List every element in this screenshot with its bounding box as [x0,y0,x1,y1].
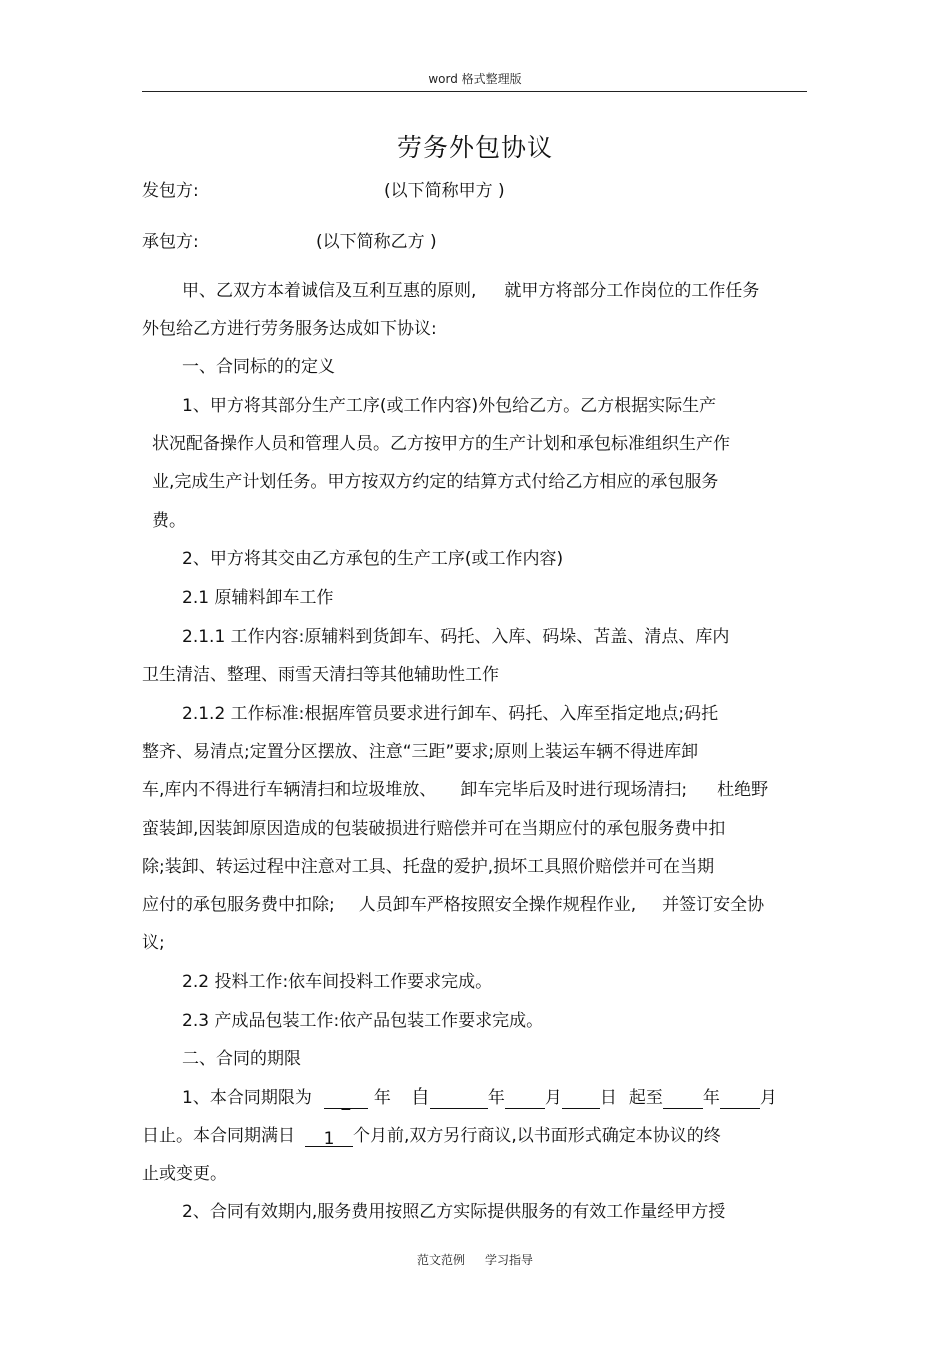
intro-line-1 [182,280,759,302]
s1-p212-line-6a: 应付的承包服务费中扣除; [142,895,335,915]
s1-p1-line-1: 1、甲方将其部分生产工序(或工作内容)外包给乙方。乙方根据实际生产 [182,396,717,416]
intro-line-1a: 甲、乙双方本着诚信及互利互惠的原则, [182,281,477,301]
s2-p1-line-1 [182,1086,777,1109]
s1-p212-line-3c: 杜绝野 [717,780,769,800]
page-header: word 格式整理版 [428,72,522,86]
term-years-blank[interactable]: _ [324,1090,368,1109]
s2-p1-yue1: 月 [544,1088,562,1108]
party-b-label: 承包方: [142,232,199,252]
s1-p212-line-3 [142,779,768,801]
intro-line-2: 外包给乙方进行劳务服务达成如下协议: [142,319,437,339]
end-year-blank[interactable] [663,1090,703,1109]
s2-p1-nian1: 年 [373,1088,391,1108]
s1-p1-line-2: 状况配备操作人员和管理人员。乙方按甲方的生产计划和承包标准组织生产作 [152,434,730,454]
s2-p1-yue2: 月 [759,1088,777,1108]
party-a-note: (以下简称甲方 ) [384,181,505,201]
s2-p1-line-2a: 日止。本合同期满日 [142,1126,295,1146]
footer-left: 范文范例 [416,1253,465,1267]
s1-p1-line-4: 费。 [152,511,186,531]
s1-p1-line-3: 业,完成生产计划任务。甲方按双方约定的结算方式付给乙方相应的承包服务 [152,472,719,492]
s2-p1-line-3: 止或变更。 [142,1164,227,1184]
s2-p1-zi: 自 [410,1086,430,1108]
s1-p212-line-3a: 车,库内不得进行车辆清扫和垃圾堆放、 [142,780,437,800]
s2-p1-prefix: 1、本合同期限为 [182,1088,312,1108]
s2-p2: 2、合同有效期内,服务费用按照乙方实际提供服务的有效工作量经甲方授 [182,1202,726,1222]
s1-p212-line-5: 除;装卸、转运过程中注意对工具、托盘的爱护,损坏工具照价赔偿并可在当期 [142,857,715,877]
s1-p212-line-6b: 人员卸车严格按照安全操作规程作业, [358,895,637,915]
s1-p211-line-1: 2.1.1 工作内容:原辅料到货卸车、码托、入库、码垛、苫盖、清点、库内 [182,627,730,647]
s2-p1-nian2: 年 [487,1088,505,1108]
s1-p21: 2.1 原辅料卸车工作 [182,588,334,608]
party-a-label: 发包方: [142,181,199,201]
s1-p212-line-4: 蛮装卸,因装卸原因造成的包装破损进行赔偿并可在当期应付的承包服务费中扣 [142,819,726,839]
s1-p212-line-2: 整齐、易清点;定置分区摆放、注意“三距”要求;原则上装运车辆不得进库卸 [142,742,699,762]
footer-right: 学习指导 [485,1253,534,1267]
s2-p1-qizhi: 起至 [628,1088,663,1108]
section1-heading: 一、合同标的的定义 [182,357,335,377]
s1-p2: 2、甲方将其交由乙方承包的生产工序(或工作内容) [182,549,564,569]
s1-p212-line-1: 2.1.2 工作标准:根据库管员要求进行卸车、码托、入库至指定地点;码托 [182,704,719,724]
s2-p1-ri1: 日 [599,1088,617,1108]
s1-p212-line-6 [142,894,764,916]
page-footer [0,1251,950,1268]
s2-p1-nian3: 年 [702,1088,720,1108]
document-title: 劳务外包协议 [396,133,553,162]
start-month-blank[interactable] [505,1090,545,1109]
header-divider [142,91,807,92]
start-day-blank[interactable] [562,1090,600,1109]
s2-p1-line-2 [142,1125,721,1147]
s1-p22: 2.2 投料工作:依车间投料工作要求完成。 [182,972,493,992]
s1-p212-line-6c: 并签订安全协 [662,895,765,915]
section2-heading: 二、合同的期限 [182,1049,301,1069]
notice-months-blank[interactable]: 1 [305,1128,353,1147]
s1-p211-line-2: 卫生清洁、整理、雨雪天清扫等其他辅助性工作 [142,665,499,685]
s1-p212-line-7: 议; [142,933,165,953]
start-year-blank[interactable] [430,1090,488,1109]
end-month-blank[interactable] [720,1090,760,1109]
party-b-note: (以下简称乙方 ) [316,232,437,252]
s1-p212-line-3b: 卸车完毕后及时进行现场清扫; [460,780,688,800]
s2-p1-line-2b: 个月前,双方另行商议,以书面形式确定本协议的终 [353,1126,721,1146]
intro-line-1b: 就甲方将部分工作岗位的工作任务 [504,281,760,301]
s1-p23: 2.3 产成品包装工作:依产品包装工作要求完成。 [182,1011,544,1031]
